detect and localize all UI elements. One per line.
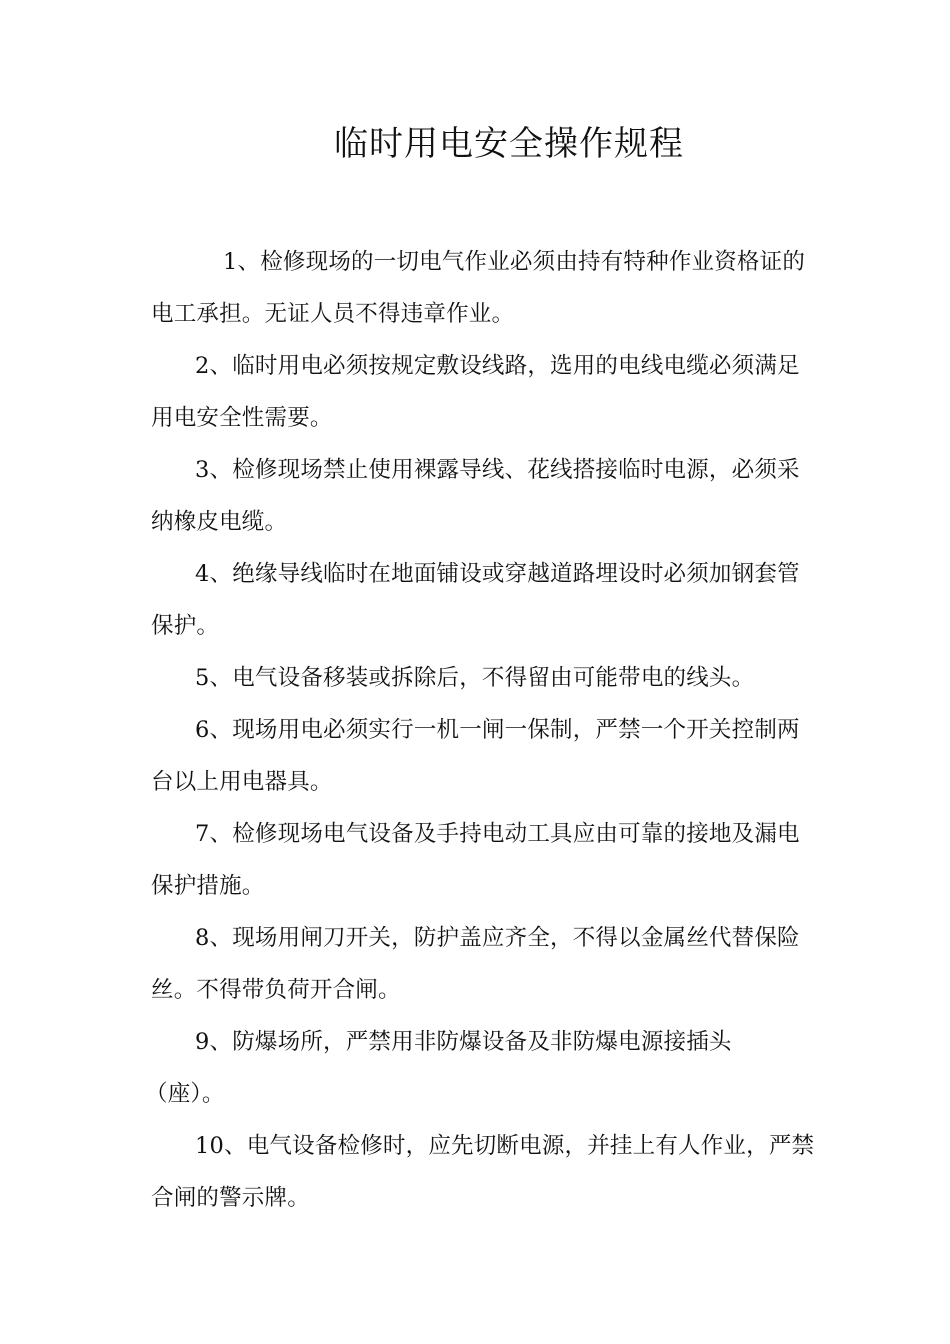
paragraph-line: 8、现场用闸刀开关，防护盖应齐全，不得以金属丝代替保险 (195, 925, 800, 951)
paragraph-line: 保护措施。 (151, 873, 265, 899)
paragraph-line: 5、电气设备移装或拆除后，不得留由可能带电的线头。 (195, 665, 755, 691)
paragraph-line: 合闸的警示牌。 (151, 1185, 310, 1211)
paragraph-line: 4、绝缘导线临时在地面铺设或穿越道路埋设时必须加钢套管 (195, 561, 800, 587)
paragraph-line: 7、检修现场电气设备及手持电动工具应由可靠的接地及漏电 (195, 821, 800, 847)
paragraph-line: 纳橡皮电缆。 (151, 509, 288, 535)
paragraph-line: 保护。 (151, 613, 220, 639)
paragraph-line: 2、临时用电必须按规定敷设线路，选用的电线电缆必须满足 (195, 353, 800, 379)
paragraph-line: 10、电气设备检修时，应先切断电源，并挂上有人作业，严禁 (195, 1133, 815, 1159)
paragraph-line: 1、检修现场的一切电气作业必须由持有特种作业资格证的 (223, 249, 806, 275)
document-title: 临时用电安全操作规程 (334, 124, 684, 164)
paragraph-line: 9、防爆场所，严禁用非防爆设备及非防爆电源接插头 (195, 1029, 732, 1055)
paragraph-line: （座）。 (145, 1081, 225, 1107)
paragraph-line: 丝。不得带负荷开合闸。 (151, 977, 401, 1003)
paragraph-line: 电工承担。无证人员不得违章作业。 (151, 301, 515, 327)
paragraph-line: 台以上用电器具。 (151, 769, 333, 795)
paragraph-line: 3、检修现场禁止使用裸露导线、花线搭接临时电源，必须采 (195, 457, 800, 483)
paragraph-line: 用电安全性需要。 (151, 405, 333, 431)
paragraph-line: 6、现场用电必须实行一机一闸一保制，严禁一个开关控制两 (195, 717, 800, 743)
